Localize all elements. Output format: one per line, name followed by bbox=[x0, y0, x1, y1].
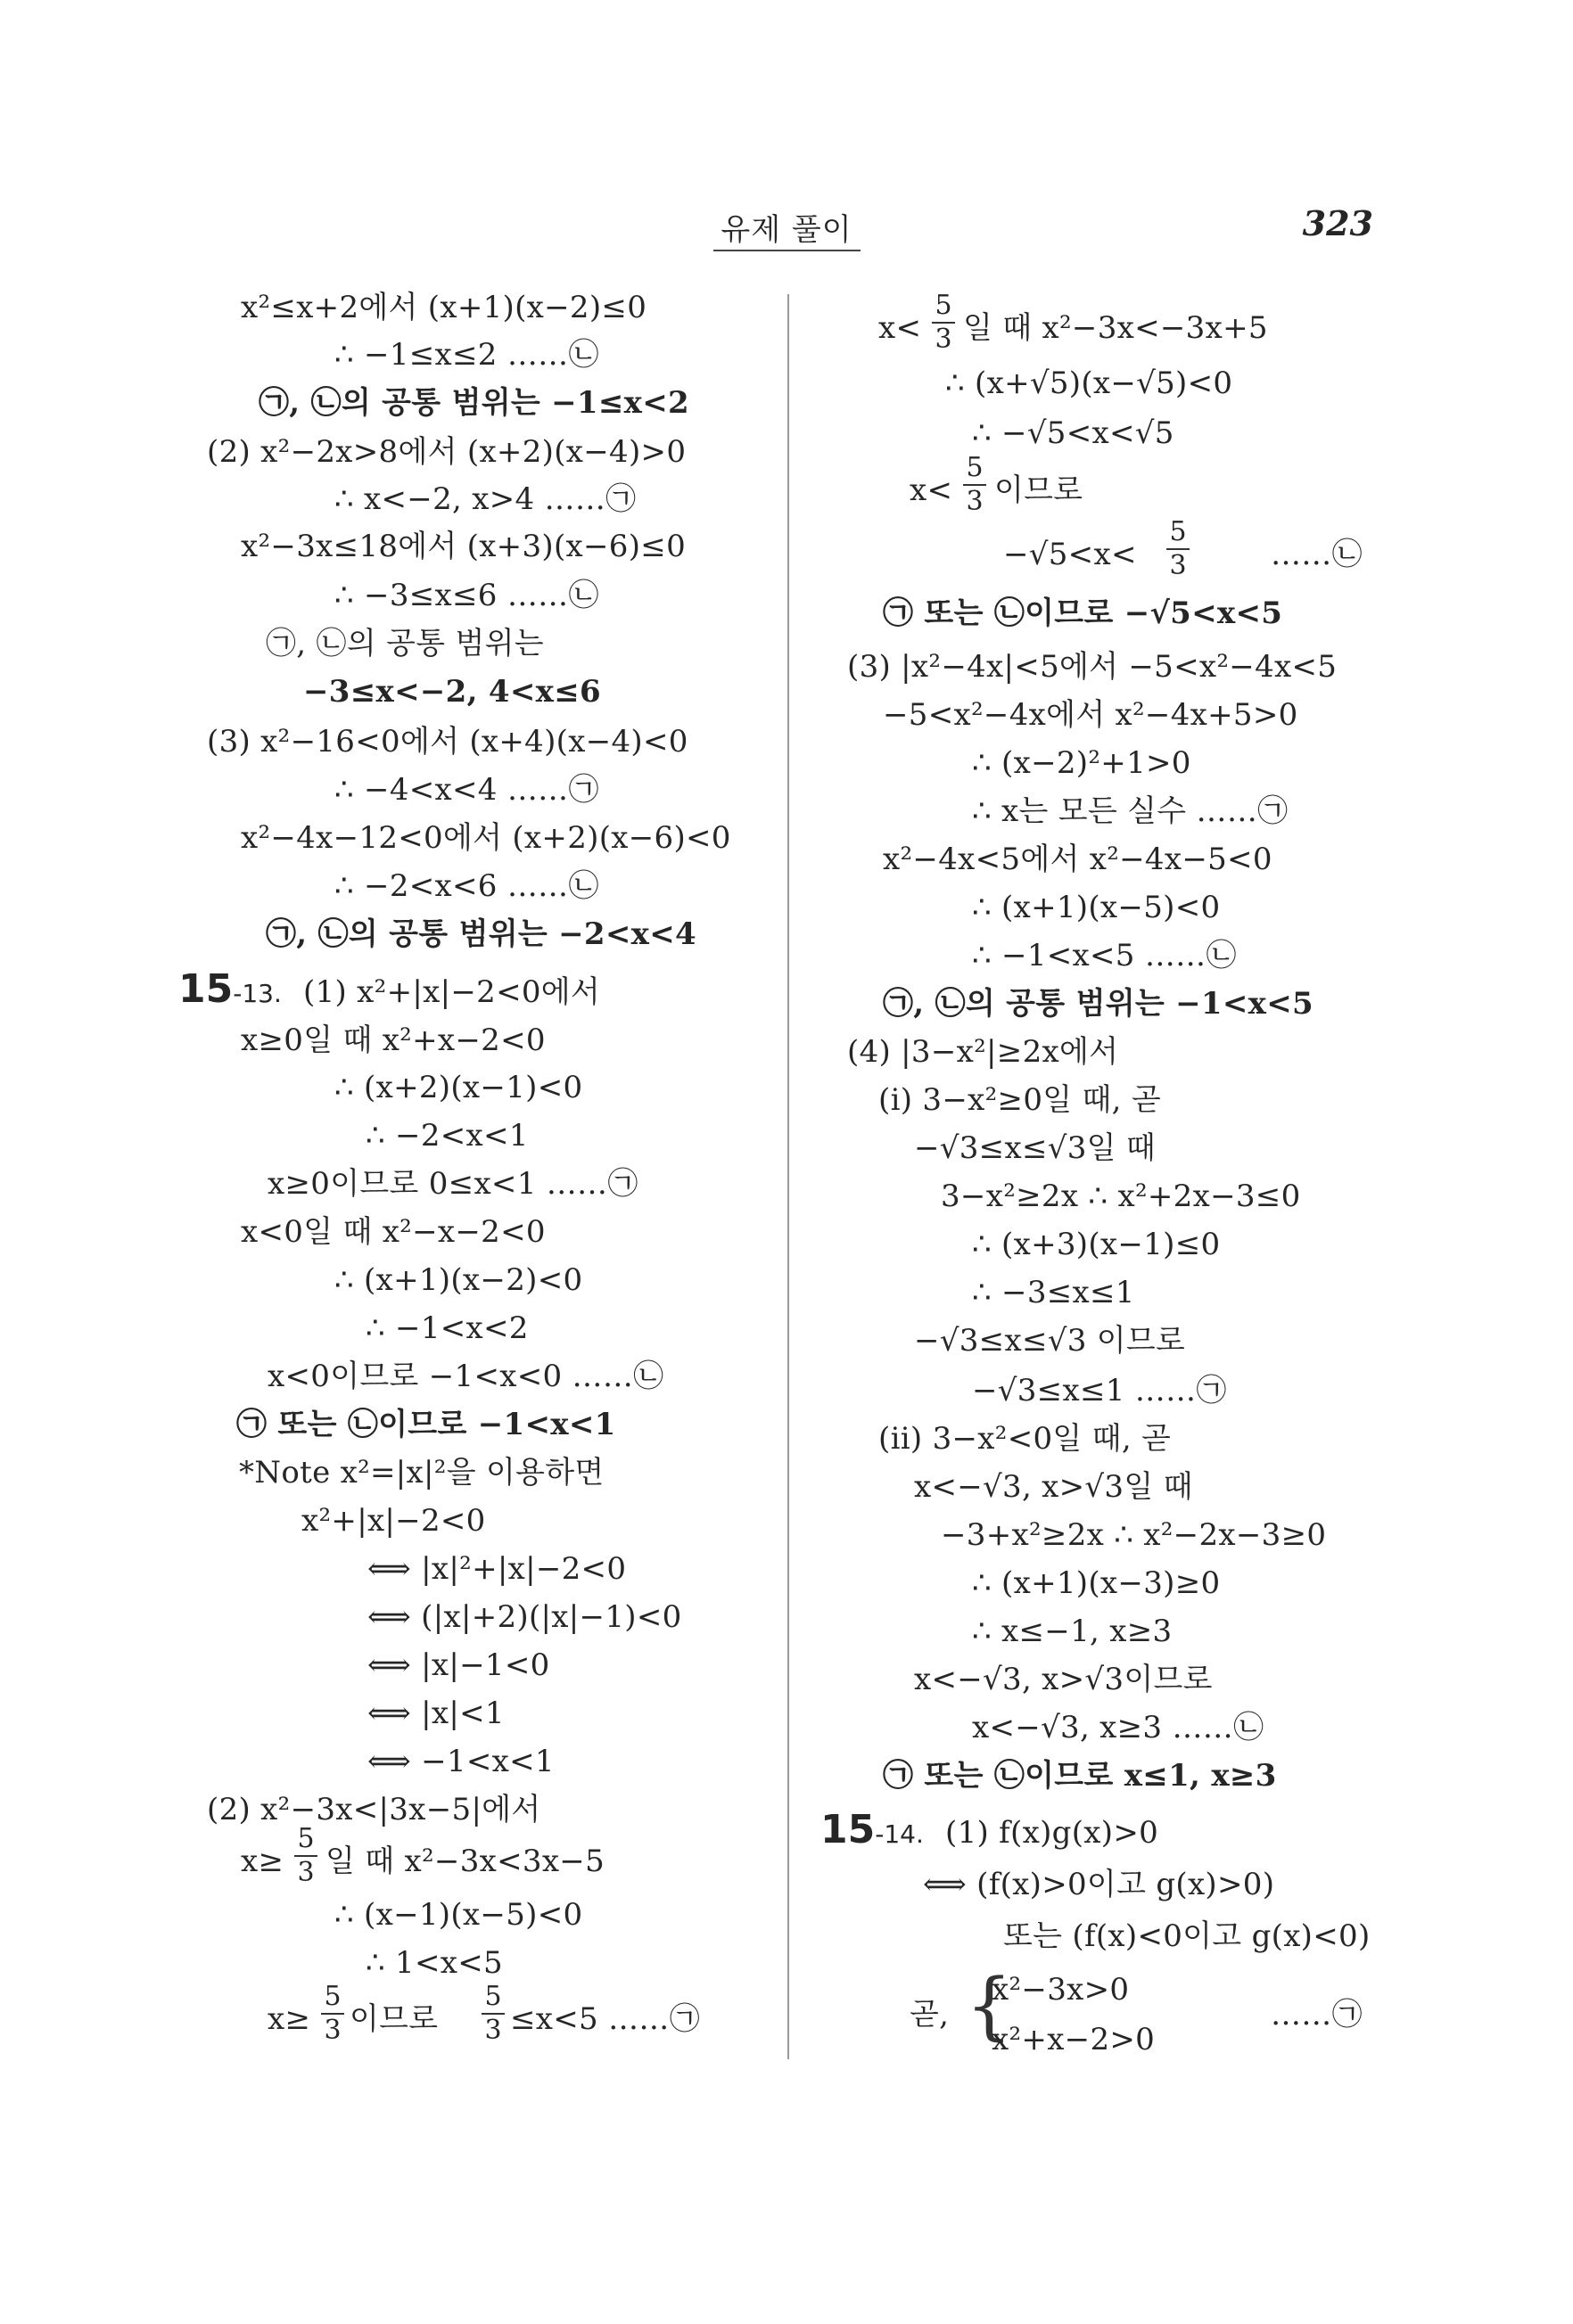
solution-line: x²−4x<5에서 x²−4x−5<0 bbox=[883, 842, 1272, 877]
header-underline bbox=[713, 250, 861, 251]
solution-line: −√3≤x≤√3 이므로 bbox=[914, 1323, 1186, 1359]
solution-line: (1) f(x)g(x)>0 bbox=[945, 1815, 1159, 1851]
solution-line: ∴ −3≤x≤1 bbox=[972, 1275, 1135, 1310]
fraction-five-thirds: 5 3 bbox=[932, 292, 955, 353]
column-divider bbox=[787, 294, 789, 2059]
problem-number-15-14: 15-14. bbox=[820, 1807, 924, 1852]
solution-line: (3) x²−16<0에서 (x+4)(x−4)<0 bbox=[207, 724, 688, 760]
solution-line: 또는 (f(x)<0이고 g(x)<0) bbox=[1003, 1918, 1371, 1954]
solution-line: x<0일 때 x²−x−2<0 bbox=[241, 1214, 546, 1250]
solution-line: ⟺ |x|−1<0 bbox=[367, 1647, 550, 1683]
fraction-five-thirds: 5 3 bbox=[294, 1826, 317, 1886]
solution-line: x<−√3, x>√3일 때 bbox=[914, 1469, 1193, 1505]
system-equation: x²+x−2>0 bbox=[992, 2022, 1156, 2057]
solution-line: ≤x<5 ……㉠ bbox=[510, 2001, 700, 2037]
solution-line: 이므로 bbox=[994, 472, 1083, 508]
solution-line: ∴ −1<x<5 ……㉡ bbox=[972, 938, 1237, 973]
solution-line: −√3≤x≤1 ……㉠ bbox=[972, 1373, 1227, 1408]
fraction-five-thirds: 5 3 bbox=[482, 1983, 505, 2044]
solution-line: ⟺ |x|²+|x|−2<0 bbox=[367, 1551, 627, 1587]
solution-line: x²+|x|−2<0 bbox=[301, 1503, 486, 1539]
solution-line: −5<x²−4x에서 x²−4x+5>0 bbox=[883, 697, 1298, 733]
solution-line: ……㉠ bbox=[1271, 1997, 1363, 2032]
solution-line: ∴ −3≤x≤6 ……㉡ bbox=[334, 578, 599, 613]
solution-line: ⟺ −1<x<1 bbox=[367, 1744, 555, 1779]
solution-line: ⟺ |x|<1 bbox=[367, 1696, 505, 1731]
solution-line: (i) 3−x²≥0일 때, 곧 bbox=[878, 1082, 1162, 1118]
solution-line: x≥ bbox=[241, 1844, 284, 1879]
solution-line: ㉠, ㉡의 공통 범위는 −1<x<5 bbox=[883, 986, 1314, 1022]
solution-line: x<−√3, x>√3이므로 bbox=[914, 1662, 1213, 1697]
solution-line: (1) x²+|x|−2<0에서 bbox=[303, 974, 601, 1010]
solution-line: 일 때 x²−3x<3x−5 bbox=[325, 1844, 605, 1879]
solution-line: 3−x²≥2x ∴ x²+2x−3≤0 bbox=[941, 1178, 1301, 1214]
solution-line: −3+x²≥2x ∴ x²−2x−3≥0 bbox=[941, 1517, 1327, 1553]
solution-line: ㉠ 또는 ㉡이므로 −√5<x<5 bbox=[883, 595, 1283, 631]
solution-line: ∴ (x−1)(x−5)<0 bbox=[334, 1897, 583, 1933]
solution-line: x²≤x+2에서 (x+1)(x−2)≤0 bbox=[241, 290, 647, 325]
solution-line: ∴ −1<x<2 bbox=[366, 1310, 529, 1346]
solution-line: ㉠, ㉡의 공통 범위는 −1≤x<2 bbox=[259, 385, 689, 421]
solution-line: ㉠ 또는 ㉡이므로 x≤1, x≥3 bbox=[883, 1758, 1277, 1794]
solution-line: ……㉡ bbox=[1271, 537, 1363, 572]
solution-line: ∴ −2<x<6 ……㉡ bbox=[334, 868, 599, 904]
solution-line: ∴ (x+3)(x−1)≤0 bbox=[972, 1227, 1221, 1262]
fraction-five-thirds: 5 3 bbox=[321, 1983, 344, 2044]
solution-line: −√5<x< bbox=[1003, 537, 1137, 572]
header-title: 유제 풀이 bbox=[721, 212, 852, 248]
note-line: *Note x²=|x|²을 이용하면 bbox=[239, 1455, 605, 1490]
solution-line: ⟺ (|x|+2)(|x|−1)<0 bbox=[367, 1599, 682, 1635]
solution-line: x≥0이므로 0≤x<1 ……㉠ bbox=[268, 1166, 638, 1202]
solution-line: ∴ x<−2, x>4 ……㉠ bbox=[334, 481, 637, 517]
solution-line: ㉠, ㉡의 공통 범위는 −2<x<4 bbox=[266, 916, 696, 952]
system-brace: { bbox=[966, 1964, 1013, 2049]
solution-line: (ii) 3−x²<0일 때, 곧 bbox=[878, 1421, 1172, 1457]
solution-line: x²−3x≤18에서 (x+3)(x−6)≤0 bbox=[241, 529, 687, 564]
solution-line: x< bbox=[910, 472, 953, 508]
solution-line: ∴ (x+1)(x−3)≥0 bbox=[972, 1565, 1221, 1601]
solution-line: (3) |x²−4x|<5에서 −5<x²−4x<5 bbox=[847, 649, 1338, 685]
solution-line: x<−√3, x≥3 ……㉡ bbox=[972, 1710, 1264, 1745]
solution-line: ∴ x는 모든 실수 ……㉠ bbox=[972, 793, 1289, 829]
solution-line: −3≤x<−2, 4<x≤6 bbox=[303, 674, 601, 710]
solution-line: ∴ (x+1)(x−5)<0 bbox=[972, 890, 1221, 925]
solution-line: x≥ bbox=[268, 2001, 311, 2037]
solution-line: x<0이므로 −1<x<0 ……㉡ bbox=[268, 1359, 664, 1394]
solution-line: ∴ −2<x<1 bbox=[366, 1118, 529, 1154]
solution-line: ∴ 1<x<5 bbox=[366, 1945, 503, 1981]
page-number: 323 bbox=[1302, 203, 1373, 243]
solution-line: 일 때 x²−3x<−3x+5 bbox=[963, 310, 1268, 346]
solution-line: ∴ −4<x<4 ……㉠ bbox=[334, 772, 599, 808]
solution-line: ∴ −√5<x<√5 bbox=[972, 415, 1174, 451]
fraction-five-thirds: 5 3 bbox=[963, 455, 986, 515]
solution-line: −√3≤x≤√3일 때 bbox=[914, 1130, 1157, 1166]
solution-line: ∴ −1≤x≤2 ……㉡ bbox=[334, 337, 599, 373]
solution-line: ㉠ 또는 ㉡이므로 −1<x<1 bbox=[236, 1407, 616, 1442]
solution-line: ⟺ (f(x)>0이고 g(x)>0) bbox=[923, 1867, 1275, 1902]
solution-line: ∴ x≤−1, x≥3 bbox=[972, 1614, 1173, 1649]
solution-line: 곧, bbox=[910, 1997, 950, 2032]
solution-line: (4) |3−x²|≥2x에서 bbox=[847, 1034, 1119, 1070]
solution-line: (2) x²−3x<|3x−5|에서 bbox=[207, 1792, 541, 1827]
solution-line: x< bbox=[878, 310, 922, 346]
solution-line: ∴ (x+2)(x−1)<0 bbox=[334, 1070, 583, 1105]
system-equation: x²−3x>0 bbox=[992, 1972, 1130, 2008]
solution-line: x²−4x−12<0에서 (x+2)(x−6)<0 bbox=[241, 820, 731, 856]
solution-line: x≥0일 때 x²+x−2<0 bbox=[241, 1022, 546, 1058]
solution-line: ∴ (x+√5)(x−√5)<0 bbox=[945, 365, 1233, 401]
solution-line: ∴ (x−2)²+1>0 bbox=[972, 745, 1191, 781]
solution-line: ∴ (x+1)(x−2)<0 bbox=[334, 1262, 583, 1298]
solution-line: (2) x²−2x>8에서 (x+2)(x−4)>0 bbox=[207, 434, 687, 470]
solution-line: ㉠, ㉡의 공통 범위는 bbox=[266, 626, 544, 661]
problem-number-15-13: 15-13. bbox=[178, 966, 282, 1012]
solution-line: 이므로 bbox=[350, 2001, 439, 2037]
fraction-five-thirds: 5 3 bbox=[1166, 519, 1190, 579]
